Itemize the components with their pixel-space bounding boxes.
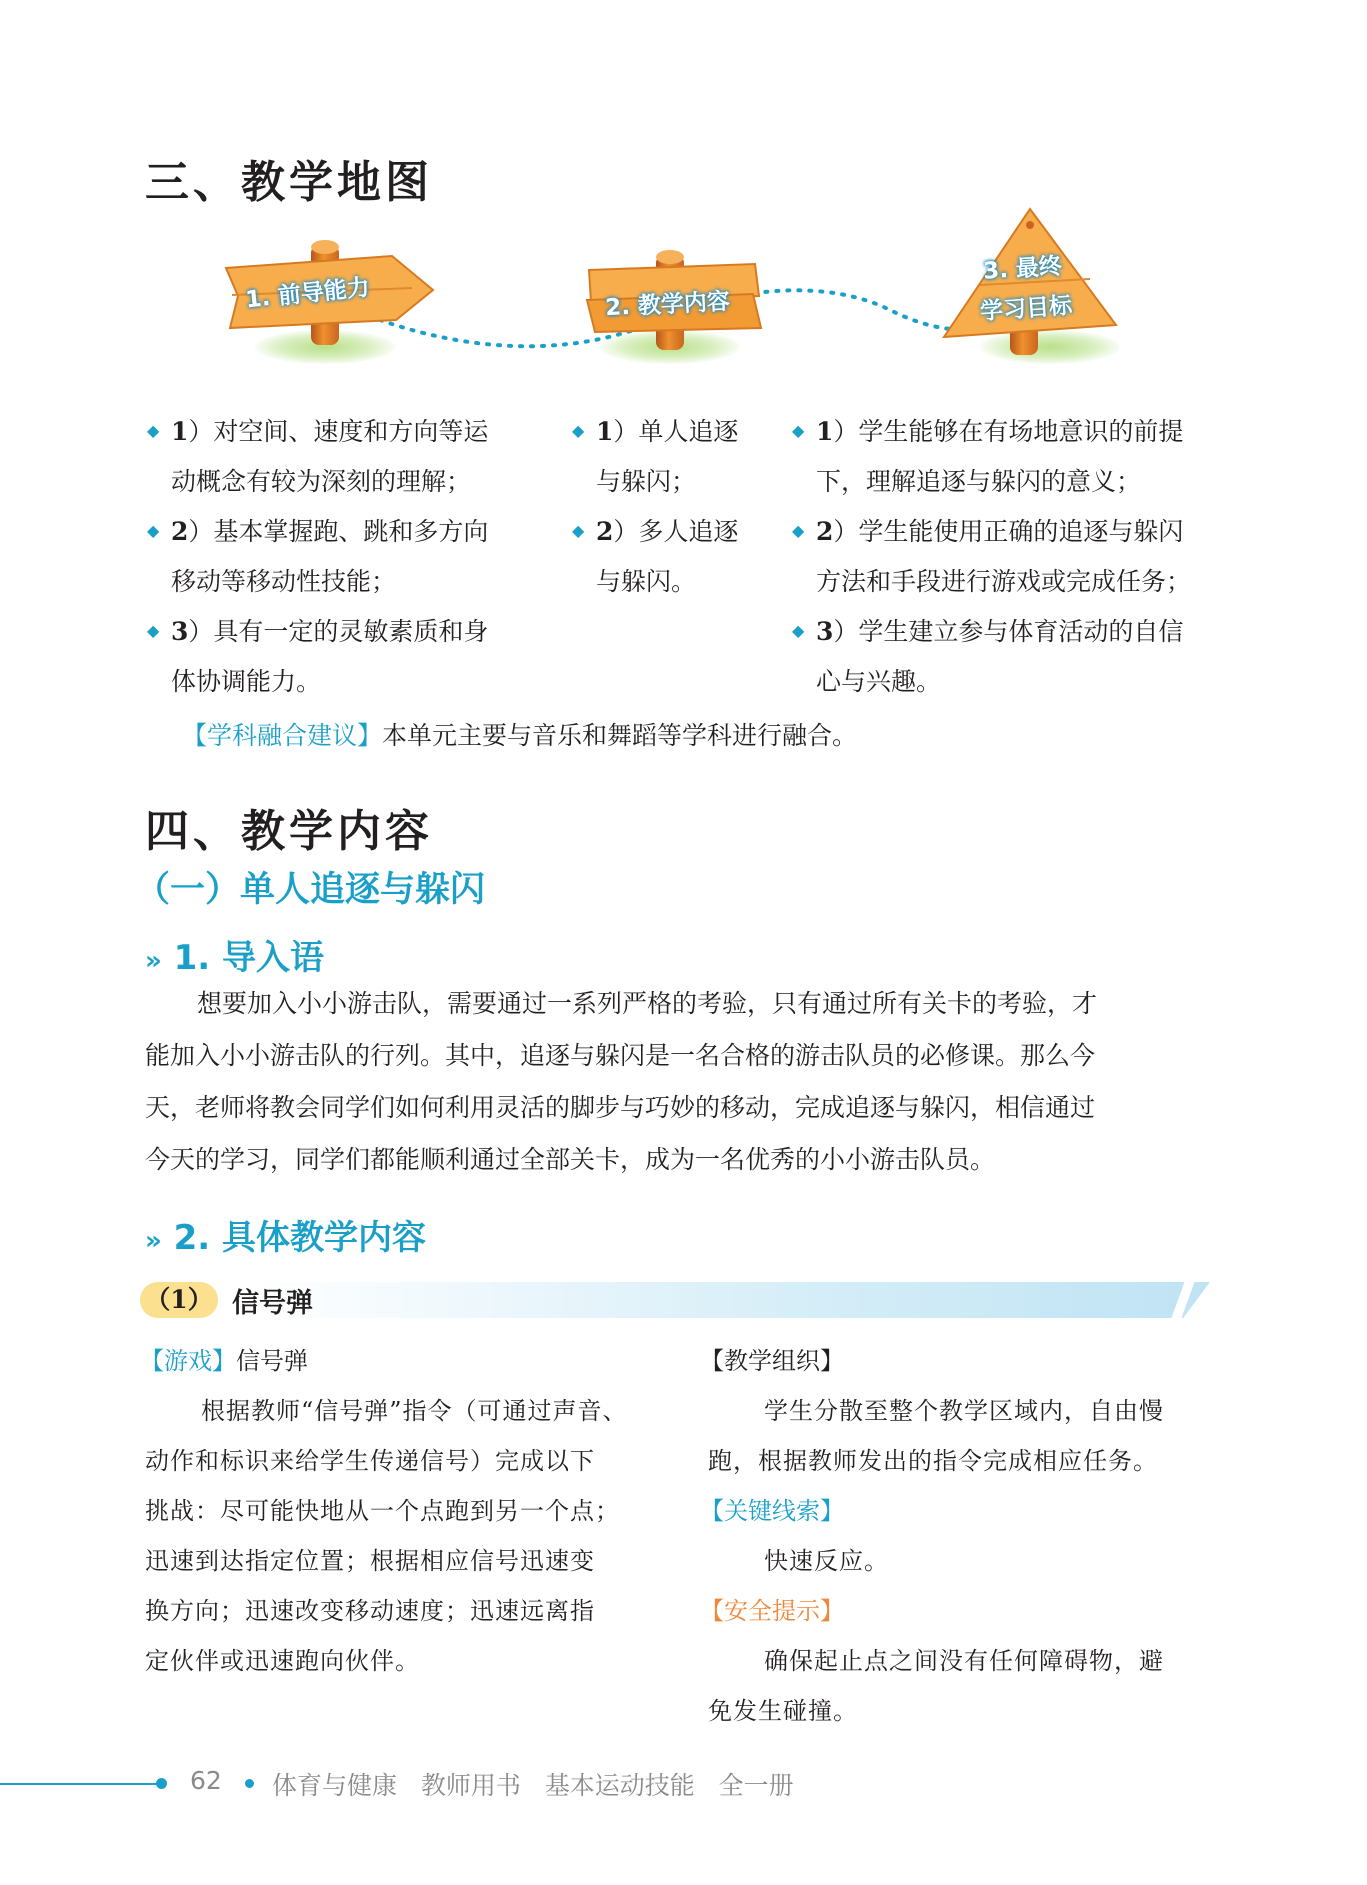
list-item: ◆ 2）学生能使用正确的追逐与躲闪 方法和手段进行游戏或完成任务；: [792, 517, 1192, 596]
column-prerequisite: [145, 407, 530, 707]
sign-label-3a: 3. 最终: [982, 253, 1063, 285]
intro-paragraph: 想要加入小小游击队，需要通过一系列严格的考验，只有通过所有关卡的考验，才 能加入小小游击队的行列。其中，追逐与躲闪是一名合格的游击队员的必修课。那么今 天，老师将教会同学们如何利用灵活的脚步与巧妙的移动，完成追逐与躲闪，相信通过 今天的学习，同学们都能顺利通过全部关卡，成为一名优秀的小小游击队员。: [145, 989, 1098, 1174]
list-item: ◆ 2）多人追逐 与躲闪。: [572, 517, 739, 596]
section-4-title: 四、教学内容: [145, 806, 433, 857]
list-item: ◆ 1）学生能够在有场地意识的前提 下，理解追逐与躲闪的意义；: [792, 417, 1184, 496]
item-title: 信号弹: [232, 1288, 313, 1319]
chevron-icon: »: [145, 946, 162, 976]
footer-rule: [0, 1783, 160, 1785]
subsection-title: （一）单人追逐与躲闪: [135, 870, 486, 910]
list-item: ◆ 3）学生建立参与体育活动的自信 心与兴趣。: [792, 617, 1184, 696]
column-goals: [790, 407, 1230, 707]
chevron-icon: »: [145, 1226, 162, 1256]
list-item: ◆ 3）具有一定的灵敏素质和身 体协调能力。: [147, 617, 489, 696]
intro-heading: » 1. 导入语: [145, 938, 325, 978]
game-description: 根据教师“信号弹”指令（可通过声音、 动作和标识来给学生传递信号）完成以下 挑战：尽可能快地从一个点跑到另一个点； 迅速到达指定位置；根据相应信号迅速变 换方向；迅速改变移动速度；迅速远离指 定伙伴或迅速跑向伙伴。: [145, 1397, 628, 1675]
column-content: [570, 407, 770, 607]
footer-dot: [156, 1778, 167, 1789]
item-badge: （1）: [140, 1282, 218, 1318]
key-text: 快速反应。: [764, 1547, 889, 1575]
game-header: 【游戏】信号弹: [140, 1347, 308, 1375]
section-3-title: 三、教学地图: [145, 157, 433, 208]
fusion-label: 【学科融合建议】: [182, 721, 383, 750]
sign-label-2: 2. 教学内容: [604, 288, 731, 322]
org-label: 【教学组织】: [700, 1347, 844, 1375]
footer-dot: [245, 1779, 254, 1788]
sign-label-3b: 学习目标: [979, 292, 1073, 326]
org-text: 学生分散至整个教学区域内，自由慢 跑，根据教师发出的指令完成相应任务。: [708, 1397, 1164, 1475]
list-item: ◆ 1）单人追逐 与躲闪；: [572, 417, 739, 496]
list-item: ◆ 2）基本掌握跑、跳和多方向 移动等移动性技能；: [147, 517, 489, 596]
key-label: 【关键线索】: [700, 1497, 844, 1525]
fusion-note: [182, 716, 857, 752]
content-heading: » 2. 具体教学内容: [145, 1218, 427, 1258]
footer-book-info: 体育与健康 教师用书 基本运动技能 全一册: [272, 1771, 794, 1800]
sign-label-1: 1. 前导能力: [244, 274, 372, 314]
safety-label: 【安全提示】: [700, 1597, 844, 1625]
safety-text: 确保起止点之间没有任何障碍物，避 免发生碰撞。: [708, 1647, 1164, 1725]
page-number: 62: [190, 1766, 222, 1795]
fusion-text: 本单元主要与音乐和舞蹈等学科进行融合。: [382, 721, 858, 750]
list-item: ◆ 1）对空间、速度和方向等运 动概念有较为深刻的理解；: [147, 417, 489, 496]
